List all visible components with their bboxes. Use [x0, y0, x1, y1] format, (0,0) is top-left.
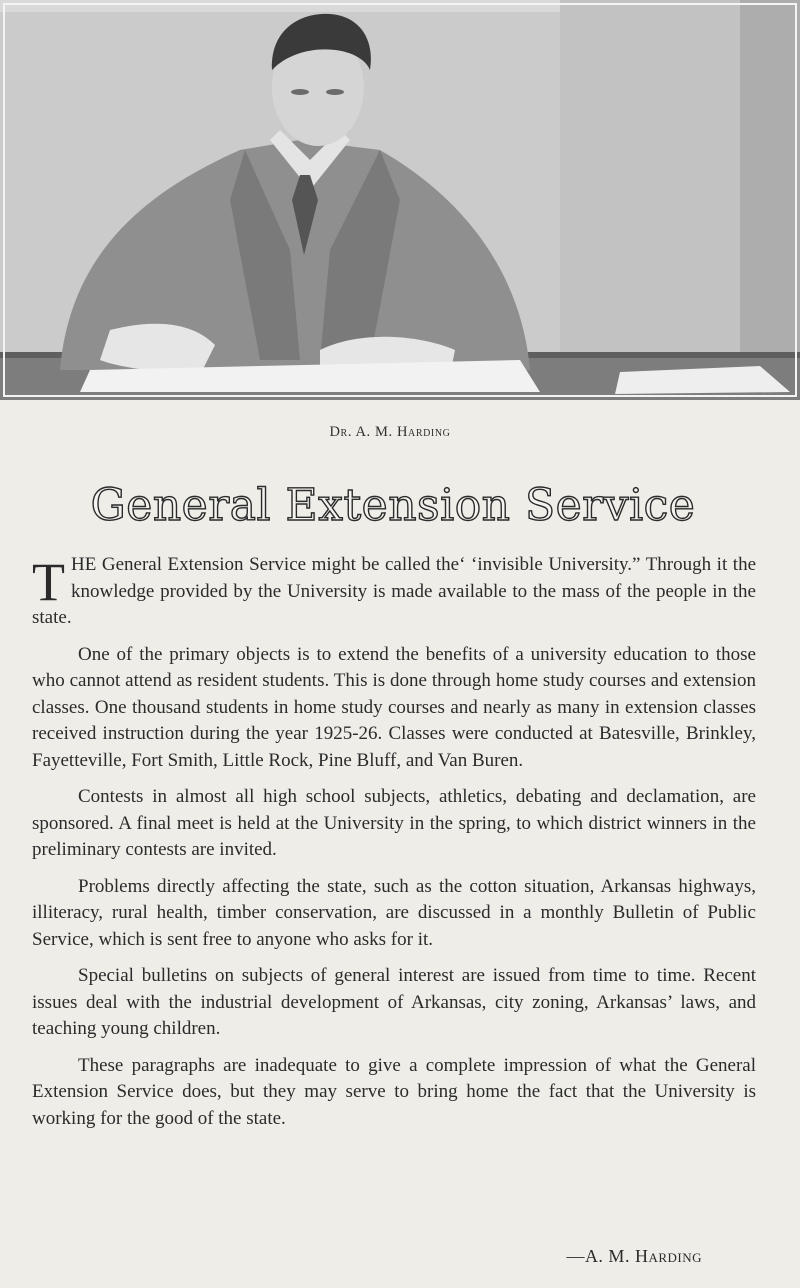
drop-cap: T [32, 552, 65, 612]
page-title: General Extension Service [90, 480, 696, 531]
paragraph-2: One of the primary objects is to extend the benefits of a university education to those who cannot attend as resident students. This is done through home study courses and extension classes. One thousand students in home study courses and nearly as many in extension classes received instruction during the year 1925-26. Classes were conducted at Batesville, Brinkley, Fayetteville, Fort Smith, Little Rock, Pine Bluff, and Van Buren. [32, 643, 756, 771]
paragraph-1 [32, 552, 756, 632]
article-body [32, 552, 756, 1142]
paragraph-1-text: HE General Extension Service might be called the‘ ‘invisible University.” Through it the knowledge provided by the University is made available to the mass of the people in the state. [32, 554, 756, 628]
paragraph-5: Special bulletins on subjects of general interest are issued from time to time. Recent issues deal with the industrial development of Arkansas, city zoning, Arkansas’ laws, and teaching young children. [32, 965, 756, 1039]
paragraph-3: Contests in almost all high school subjects, athletics, debating and declamation, are sponsored. A final meet is held at the University in the spring, to which district winners in the preliminary contests are invited. [32, 786, 756, 860]
portrait-photo [0, 0, 800, 400]
paragraph-6: These paragraphs are inadequate to give a complete impression of what the General Extension Service does, but they may serve to bring home the fact that the University is working for the good of the state. [32, 1054, 756, 1129]
author-signature: —A. M. Harding [566, 1246, 702, 1266]
photo-caption: Dr. A. M. Harding [329, 424, 451, 440]
paragraph-4: Problems directly affecting the state, such as the cotton situation, Arkansas highways, illiteracy, rural health, timber conservation, are discussed in a monthly Bulletin of Public Service, which is sent free to anyone who asks for it. [32, 875, 756, 950]
